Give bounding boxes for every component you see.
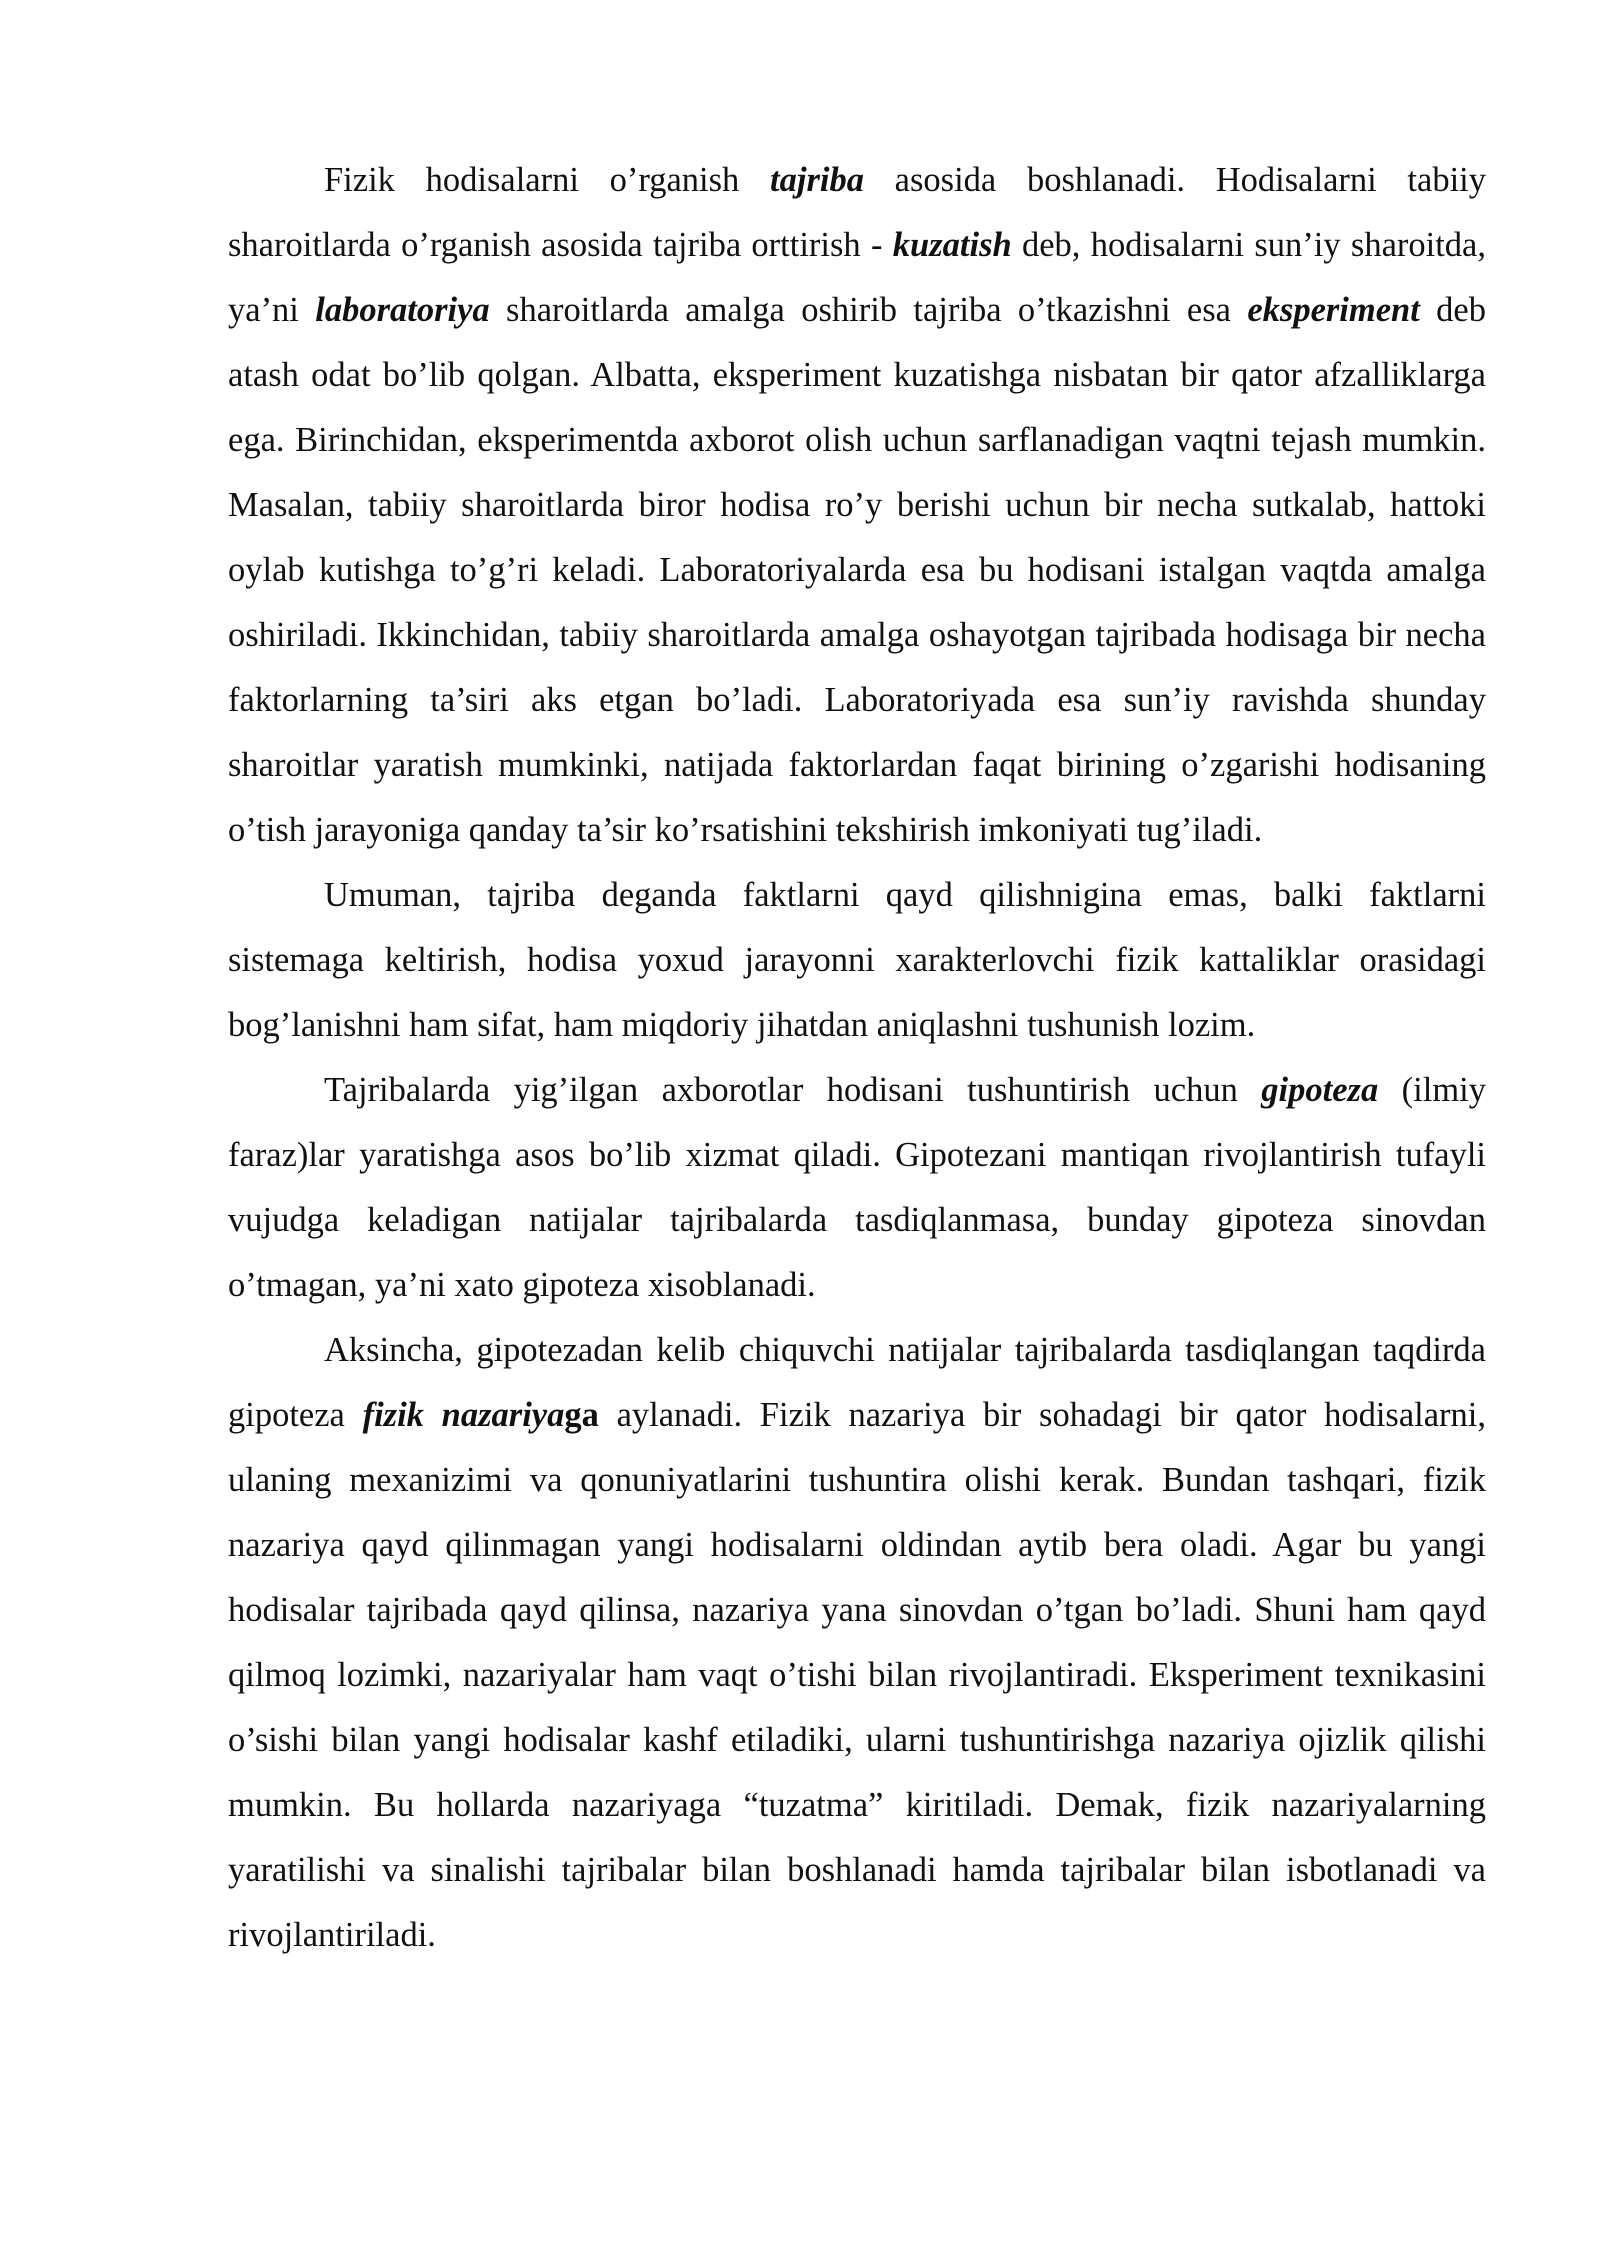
text-segment: deb atash odat bo’lib qolgan. Albatta, eksperiment kuzatishga nisbatan bir qator afzalliklarga ega. Birinchidan, eksperimentda axborot olish uchun sarflanadigan vaqtni tejash mumkin. Masalan, tabiiy sharoitlarda biror hodisa ro’y berishi uchun bir necha sutkalab, hattoki oylab kutishga to’g’ri keladi. Laboratoriyalarda esa bu hodisani istalgan vaqtda amalga oshiriladi. Ikkinchidan, tabiiy sharoitlarda amalga oshayotgan tajribada hodisaga bir necha faktorlarning ta’siri aks etgan bo’ladi. Laboratoriyada esa sun’iy ravishda shunday sharoitlar yaratish mumkinki, natijada faktorlardan faqat birining o’zgarishi hodisaning o’tish jarayoniga qanday ta’sir ko’rsatishini tekshirish imkoniyati tug’iladi.	[228, 291, 1486, 849]
text-segment: asosida boshlanadi. Hodisalarni tabiiy sharoitlarda o’rganish asosida tajriba orttirish -	[228, 161, 1486, 264]
term-gipoteza: gipoteza	[1261, 1071, 1379, 1109]
term-kuzatish: kuzatish	[892, 226, 1012, 264]
paragraph-nazariya	[228, 1318, 1486, 1968]
text-segment: deb, hodisalarni sun’iy sharoitda, ya’ni	[228, 226, 1486, 329]
term-fizik-nazariya: fizik nazariya	[362, 1396, 565, 1434]
text-segment: Aksincha, gipotezadan kelib chiquvchi natijalar tajribalarda tasdiqlangan taqdirda gipoteza	[228, 1331, 1486, 1434]
paragraph-umuman	[228, 863, 1486, 1058]
paragraph-gipoteza	[228, 1058, 1486, 1318]
text-segment: Umuman, tajriba deganda faktlarni qayd qilishnigina emas, balki faktlarni sistemaga keltirish, hodisa yoxud jarayonni xarakterlovchi fizik kattaliklar orasidagi bog’lanishni ham sifat, ham miqdoriy jihatdan aniqlashni tushunish lozim.	[228, 876, 1486, 1044]
text-segment: aylanadi. Fizik nazariya bir sohadagi bir qator hodisalarni, ulaning mexanizimi va qonuniyatlarini tushuntira olishi kerak. Bundan tashqari, fizik nazariya qayd qilinmagan yangi hodisalarni oldindan aytib bera oladi. Agar bu yangi hodisalar tajribada qayd qilinsa, nazariya yana sinovdan o’tgan bo’ladi. Shuni ham qayd qilmoq lozimki, nazariyalar ham vaqt o’tishi bilan rivojlantiradi. Eksperiment texnikasini o’sishi bilan yangi hodisalar kashf etiladiki, ularni tushuntirishga nazariya ojizlik qilishi mumkin. Bu hollarda nazariyaga “tuzatma” kiritiladi. Demak, fizik nazariyalarning yaratilishi va sinalishi tajribalar bilan boshlanadi hamda tajribalar bilan isbotlanadi va rivojlantiriladi.	[228, 1396, 1487, 1954]
document-page	[228, 148, 1486, 1968]
term-laboratoriya: laboratoriya	[315, 291, 490, 329]
term-eksperiment: eksperiment	[1247, 291, 1420, 329]
text-segment: (ilmiy faraz)lar yaratishga asos bo’lib xizmat qiladi. Gipotezani mantiqan rivojlantirish tufayli vujudga keladigan natijalar tajribalarda tasdiqlanmasa, bunday gipoteza sinovdan o’tmagan, ya’ni xato gipoteza xisoblanadi.	[228, 1071, 1486, 1304]
text-segment: sharoitlarda amalga oshirib tajriba o’tkazishni esa	[489, 291, 1248, 329]
term-suffix-ga: ga	[564, 1396, 599, 1434]
term-tajriba: tajriba	[770, 161, 864, 199]
paragraph-experiment-observation	[228, 148, 1486, 863]
text-segment: Fizik hodisalarni o’rganish	[324, 161, 771, 199]
text-segment: Tajribalarda yig’ilgan axborotlar hodisani tushuntirish uchun	[324, 1071, 1262, 1109]
